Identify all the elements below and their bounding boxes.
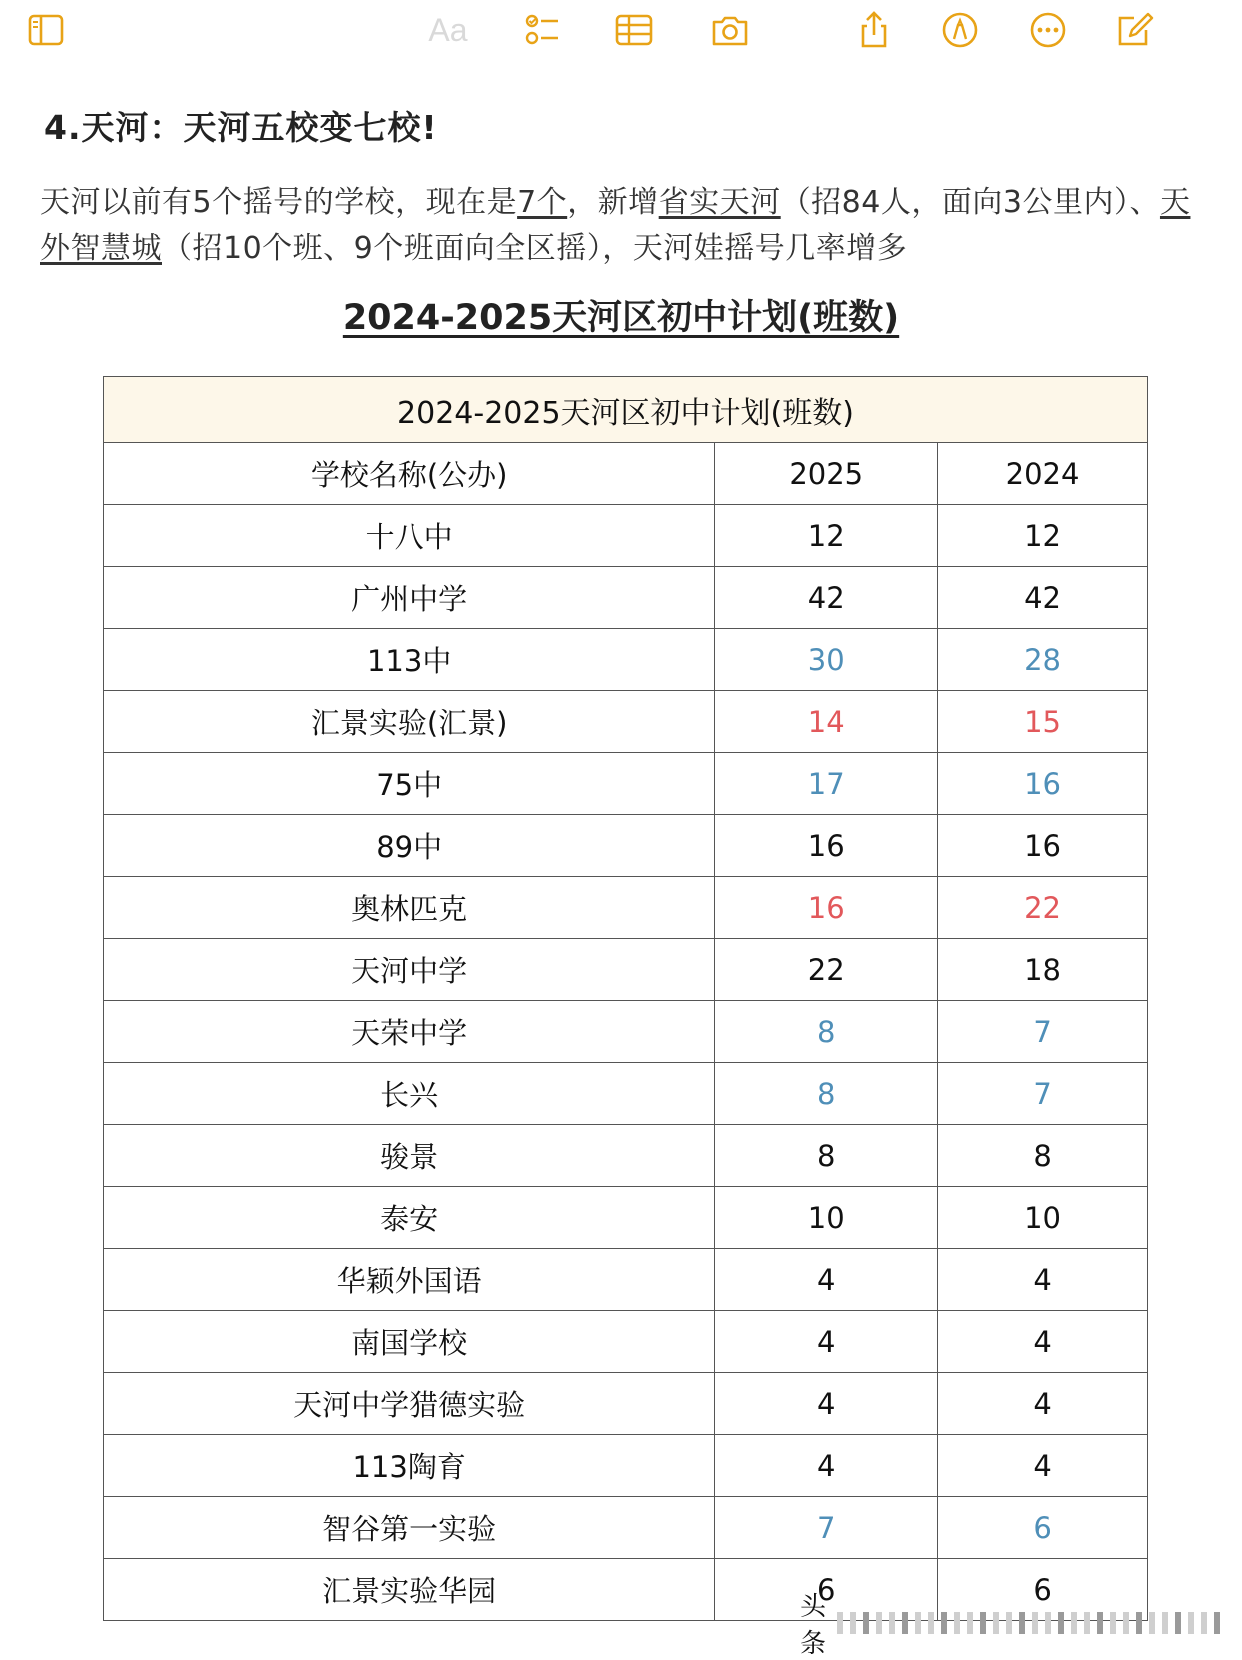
value-2025-cell: 16 — [715, 877, 938, 939]
school-name-cell: 天荣中学 — [104, 1001, 715, 1063]
note-paragraph — [40, 180, 1200, 272]
camera-icon[interactable] — [708, 10, 752, 50]
table-row — [104, 1063, 1148, 1125]
value-2025-cell: 8 — [715, 1125, 938, 1187]
value-2024-cell: 8 — [938, 1125, 1148, 1187]
checklist-icon[interactable] — [520, 10, 564, 50]
table-row — [104, 1187, 1148, 1249]
value-2025-cell: 22 — [715, 939, 938, 1001]
table-row — [104, 1311, 1148, 1373]
share-icon[interactable] — [852, 10, 896, 50]
table-icon[interactable] — [612, 10, 656, 50]
markup-icon[interactable] — [938, 10, 982, 50]
value-2025-cell: 10 — [715, 1187, 938, 1249]
value-2024-cell: 28 — [938, 629, 1148, 691]
value-2024-cell: 16 — [938, 753, 1148, 815]
value-2024-cell: 7 — [938, 1063, 1148, 1125]
value-2024-cell: 12 — [938, 505, 1148, 567]
notes-toolbar — [0, 0, 1242, 62]
compose-icon[interactable] — [1114, 10, 1158, 50]
value-2025-cell: 4 — [715, 1373, 938, 1435]
value-2025-cell: 12 — [715, 505, 938, 567]
table-row — [104, 1497, 1148, 1559]
font-label: Aa — [428, 11, 468, 48]
value-2024-cell: 4 — [938, 1435, 1148, 1497]
school-name-cell: 汇景实验华园 — [104, 1559, 715, 1621]
school-name-cell: 华颖外国语 — [104, 1249, 715, 1311]
value-2024-cell: 15 — [938, 691, 1148, 753]
value-2025-cell: 4 — [715, 1435, 938, 1497]
table-row — [104, 753, 1148, 815]
value-2025-cell: 4 — [715, 1311, 938, 1373]
value-2025-cell: 8 — [715, 1063, 938, 1125]
value-2025-cell: 4 — [715, 1249, 938, 1311]
paragraph-text: （招84人，面向3公里内）、 — [780, 185, 1160, 220]
column-header-2025: 2025 — [715, 443, 938, 505]
column-header-school: 学校名称(公办) — [104, 443, 715, 505]
value-2024-cell: 7 — [938, 1001, 1148, 1063]
table-row — [104, 1125, 1148, 1187]
school-name-cell: 113陶育 — [104, 1435, 715, 1497]
table-row — [104, 1001, 1148, 1063]
school-name-cell: 天河中学 — [104, 939, 715, 1001]
school-name-cell: 智谷第一实验 — [104, 1497, 715, 1559]
table-row — [104, 1249, 1148, 1311]
link-seven-schools[interactable]: 7个 — [517, 185, 568, 220]
school-name-cell: 十八中 — [104, 505, 715, 567]
table-header-row — [104, 443, 1148, 505]
school-name-cell: 奥林匹克 — [104, 877, 715, 939]
value-2024-cell: 42 — [938, 567, 1148, 629]
value-2025-cell: 6 — [715, 1559, 938, 1621]
value-2024-cell: 18 — [938, 939, 1148, 1001]
school-name-cell: 天河中学猎德实验 — [104, 1373, 715, 1435]
table-caption-row — [104, 377, 1148, 443]
value-2024-cell: 4 — [938, 1311, 1148, 1373]
value-2025-cell: 30 — [715, 629, 938, 691]
value-2024-cell: 16 — [938, 815, 1148, 877]
font-icon[interactable] — [426, 10, 470, 50]
paragraph-text: ，新增 — [567, 185, 659, 220]
note-heading: 4.天河：天河五校变七校! — [44, 108, 438, 147]
value-2024-cell: 6 — [938, 1559, 1148, 1621]
table-subtitle: 2024-2025天河区初中计划(班数) — [342, 298, 900, 338]
school-name-cell: 南国学校 — [104, 1311, 715, 1373]
value-2024-cell: 4 — [938, 1373, 1148, 1435]
value-2025-cell: 16 — [715, 815, 938, 877]
school-name-cell: 骏景 — [104, 1125, 715, 1187]
link-tianwai-zhihuicheng[interactable]: 天外智慧城 — [40, 185, 1191, 266]
watermark — [800, 1592, 1220, 1659]
school-name-cell: 113中 — [104, 629, 715, 691]
table-body — [104, 505, 1148, 1621]
paragraph-text: 天河以前有5个摇号的学校，现在是 — [40, 185, 518, 220]
school-name-cell: 汇景实验(汇景) — [104, 691, 715, 753]
more-icon[interactable] — [1026, 10, 1070, 50]
value-2025-cell: 14 — [715, 691, 938, 753]
value-2024-cell: 22 — [938, 877, 1148, 939]
school-name-cell: 泰安 — [104, 1187, 715, 1249]
value-2024-cell: 6 — [938, 1497, 1148, 1559]
table-row — [104, 1373, 1148, 1435]
school-name-cell: 89中 — [104, 815, 715, 877]
watermark-barcode-icon — [837, 1612, 1220, 1634]
table-row — [104, 877, 1148, 939]
school-name-cell: 75中 — [104, 753, 715, 815]
table-row — [104, 629, 1148, 691]
watermark-text: 头条 — [800, 1592, 827, 1659]
table-row — [104, 939, 1148, 1001]
value-2025-cell: 42 — [715, 567, 938, 629]
column-header-2024: 2024 — [938, 443, 1148, 505]
value-2024-cell: 10 — [938, 1187, 1148, 1249]
table-row — [104, 505, 1148, 567]
value-2025-cell: 17 — [715, 753, 938, 815]
table-row — [104, 815, 1148, 877]
value-2024-cell: 4 — [938, 1249, 1148, 1311]
link-shengshi-tianhe[interactable]: 省实天河 — [658, 185, 781, 220]
table-row — [104, 1435, 1148, 1497]
enrollment-plan-table — [103, 376, 1148, 1621]
school-name-cell: 广州中学 — [104, 567, 715, 629]
sidebar-icon[interactable] — [24, 10, 68, 50]
school-name-cell: 长兴 — [104, 1063, 715, 1125]
paragraph-text: （招10个班、9个班面向全区摇），天河娃摇号几率增多 — [162, 231, 908, 266]
table-caption: 2024-2025天河区初中计划(班数) — [104, 377, 1148, 443]
value-2025-cell: 7 — [715, 1497, 938, 1559]
table-row — [104, 567, 1148, 629]
table-row — [104, 691, 1148, 753]
value-2025-cell: 8 — [715, 1001, 938, 1063]
